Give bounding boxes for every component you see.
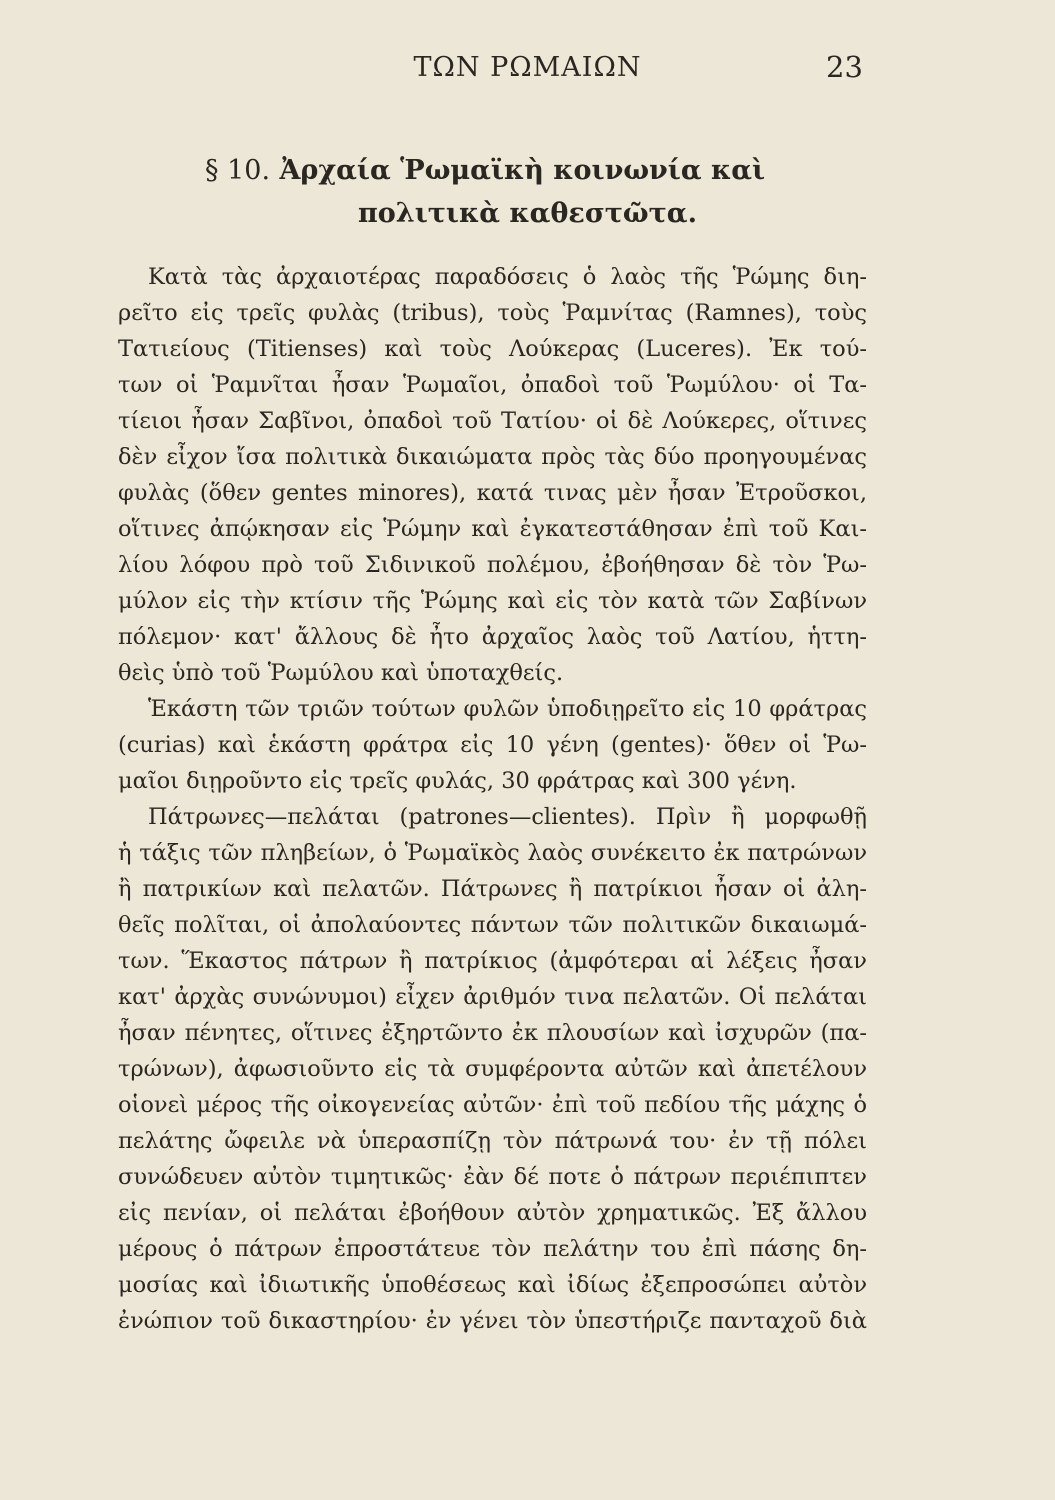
text-line: μαῖοι διῃροῦντο εἰς τρεῖς φυλάς, 30 φράτρας καὶ 300 γένη. bbox=[118, 768, 797, 794]
section-number: § 10. bbox=[205, 155, 271, 186]
section-title-part-2: πολιτικὰ καθεστῶτα. bbox=[358, 198, 697, 229]
text-line: Ἑκάστη τῶν τριῶν τούτων φυλῶν ὑποδιῃρεῖτο εἰς 10 φράτρας bbox=[148, 696, 867, 722]
page-number: 23 bbox=[826, 50, 863, 84]
text-line: δὲν εἶχον ἴσα πολιτικὰ δικαιώματα πρὸς τὰς δύο προηγουμένας bbox=[118, 444, 867, 470]
text-line: Πάτρωνες—πελάται (patrones—clientes). Πρὶν ἢ μορφωθῇ bbox=[148, 804, 867, 830]
text-line: τρώνων), ἀφωσιοῦντο εἰς τὰ συμφέροντα αὐτῶν καὶ ἀπετέλουν bbox=[118, 1056, 867, 1082]
text-line: ἢ πατρικίων καὶ πελατῶν. Πάτρωνες ἢ πατρίκιοι ἦσαν οἱ ἀλη- bbox=[118, 876, 867, 902]
text-line: μέρους ὁ πάτρων ἐπροστάτευε τὸν πελάτην του ἐπὶ πάσης δη- bbox=[118, 1236, 867, 1262]
text-line: πόλεμον· κατ' ἄλλους δὲ ἦτο ἀρχαῖος λαὸς τοῦ Λατίου, ἡττη- bbox=[118, 624, 867, 650]
section-heading-line-1 bbox=[205, 155, 765, 186]
text-line: μοσίας καὶ ἰδιωτικῆς ὑποθέσεως καὶ ἰδίως ἐξεπροσώπει αὐτὸν bbox=[118, 1272, 867, 1298]
text-line: μύλον εἰς τὴν κτίσιν τῆς Ῥώμης καὶ εἰς τὸν κατὰ τῶν Σαβίνων bbox=[118, 588, 867, 614]
text-line: θεῖς πολῖται, οἱ ἀπολαύοντες πάντων τῶν πολιτικῶν δικαιωμά- bbox=[118, 912, 867, 938]
text-line: εἰς πενίαν, οἱ πελάται ἐβοήθουν αὐτὸν χρηματικῶς. Ἐξ ἄλλου bbox=[118, 1200, 867, 1226]
text-line: ἦσαν πένητες, οἵτινες ἐξηρτῶντο ἐκ πλουσίων καὶ ἰσχυρῶν (πα- bbox=[118, 1020, 867, 1046]
text-line: των. Ἕκαστος πάτρων ἢ πατρίκιος (ἀμφότεραι αἱ λέξεις ἦσαν bbox=[118, 948, 867, 974]
text-line: Κατὰ τὰς ἀρχαιοτέρας παραδόσεις ὁ λαὸς τῆς Ῥώμης διη- bbox=[148, 264, 867, 290]
text-line: οἵτινες ἀπῴκησαν εἰς Ῥώμην καὶ ἐγκατεστάθησαν ἐπὶ τοῦ Και- bbox=[118, 516, 867, 542]
running-title: ΤΩΝ ΡΩΜΑΙΩΝ bbox=[413, 52, 642, 83]
text-line: ἡ τάξις τῶν πληβείων, ὁ Ῥωμαϊκὸς λαὸς συνέκειτο ἐκ πατρώνων bbox=[118, 840, 867, 866]
text-line: λίου λόφου πρὸ τοῦ Σιδινικοῦ πολέμου, ἐβοήθησαν δὲ τὸν Ῥω- bbox=[118, 552, 867, 578]
text-line: θεὶς ὑπὸ τοῦ Ῥωμύλου καὶ ὑποταχθείς. bbox=[118, 660, 564, 686]
section-title-part-1: Ἀρχαία Ῥωμαϊκὴ κοινωνία καὶ bbox=[279, 155, 766, 186]
text-line: (curias) καὶ ἑκάστη φράτρα εἰς 10 γένη (gentes)· ὅθεν οἱ Ῥω- bbox=[118, 732, 867, 758]
text-line: συνώδευεν αὐτὸν τιμητικῶς· ἐὰν δέ ποτε ὁ πάτρων περιέπιπτεν bbox=[118, 1164, 867, 1190]
text-line: φυλὰς (ὅθεν gentes minores), κατά τινας μὲν ἦσαν Ἐτροῦσκοι, bbox=[118, 480, 867, 506]
text-line: κατ' ἀρχὰς συνώνυμοι) εἶχεν ἀριθμόν τινα πελατῶν. Οἱ πελάται bbox=[118, 984, 867, 1010]
text-line: Τατιείους (Titienses) καὶ τοὺς Λούκερας (Luceres). Ἐκ τού- bbox=[118, 336, 867, 362]
text-line: πελάτης ὤφειλε νὰ ὑπερασπίζῃ τὸν πάτρωνά του· ἐν τῇ πόλει bbox=[118, 1128, 867, 1154]
text-line: ρεῖτο εἰς τρεῖς φυλὰς (tribus), τοὺς Ῥαμνίτας (Ramnes), τοὺς bbox=[118, 300, 867, 326]
text-line: τίειοι ἦσαν Σαβῖνοι, ὀπαδοὶ τοῦ Τατίου· οἱ δὲ Λούκερες, οἵτινες bbox=[118, 408, 867, 434]
text-line: ἐνώπιον τοῦ δικαστηρίου· ἐν γένει τὸν ὑπεστήριζε πανταχοῦ διὰ bbox=[118, 1308, 867, 1334]
text-line: οἱονεὶ μέρος τῆς οἰκογενείας αὐτῶν· ἐπὶ τοῦ πεδίου τῆς μάχης ὁ bbox=[118, 1092, 867, 1118]
text-line: των οἱ Ῥαμνῖται ἦσαν Ῥωμαῖοι, ὀπαδοὶ τοῦ Ῥωμύλου· οἱ Τα- bbox=[118, 372, 867, 398]
